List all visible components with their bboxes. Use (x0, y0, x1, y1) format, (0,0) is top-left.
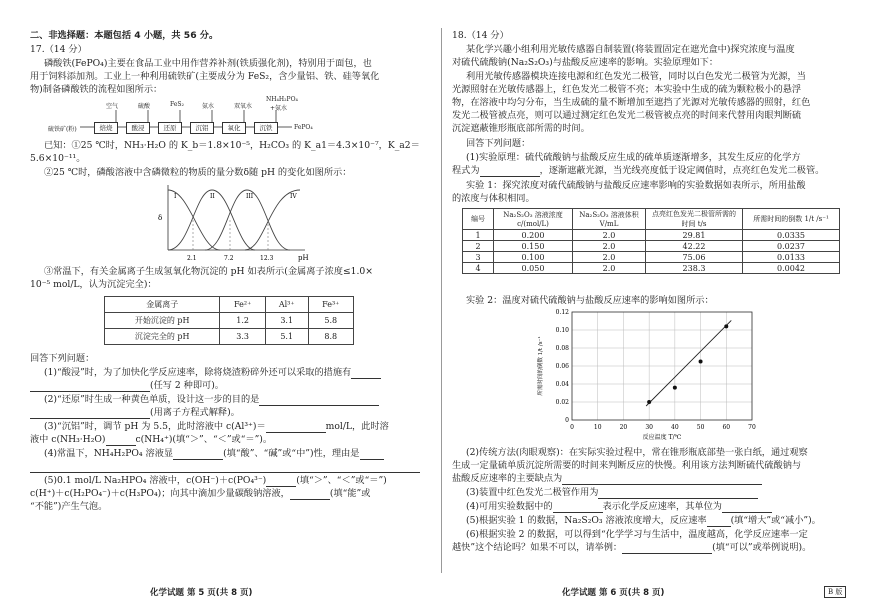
q17-sub5b (30, 488, 370, 500)
q18-sub4-text2: 表示化学反应速率，其单位为 (602, 501, 722, 512)
hydroxide-ph-table (104, 296, 354, 345)
answer-blank (30, 409, 150, 419)
q18-sub5 (466, 515, 821, 527)
known-3a: ③常温下，有关金属离子生成氢氧化物沉淀的 pH 如表所示(金属离子浓度≤1.0× (44, 266, 373, 277)
chart-data-point (699, 360, 703, 364)
known-1b: 5.6×10⁻¹¹。 (30, 153, 86, 164)
q17-sub3b-text2: c(NH₄⁺)(填“＞”、“＜”或“＝”)。 (135, 434, 273, 445)
q18-sub1a: (1)实验原理：硫代硫酸钠与盐酸反应生成的硫单质逐渐增多，其发生反应的化学方 (466, 152, 801, 163)
q17-sub4a (44, 448, 384, 460)
q17-sub4a-text2: (填“酸”、“碱”或“中”)性，理由是 (223, 448, 360, 459)
chart-data-point (673, 386, 677, 390)
flow-acid: 酸浸 (126, 122, 150, 134)
q18-sub2a: (2)传统方法(肉眼观察)：在实际实验过程中，常在锥形瓶底部垫一张白纸，通过观察 (466, 447, 808, 458)
table-row (463, 263, 840, 274)
graph-mark-1: I (174, 193, 177, 200)
q17-sub1a-text: (1)“酸浸”时，为了加快化学反应速率，除将烧渣粉碎外还可以采取的措施有 (44, 367, 352, 378)
phosphate-distribution-graph (150, 180, 310, 265)
q18-sub1b-text2: ，逐渐遮蔽光源，当光线亮度低于设定阈值时，点亮红色发光二极管。 (539, 165, 825, 176)
q18-principle-3: 物，在溶液中均匀分布，当生成硫的量不断增加至遮挡了光源对光敏传感器的照射，红色 (452, 97, 811, 108)
table-cell: 2.0 (573, 263, 646, 274)
table-cell: 2.0 (573, 241, 646, 252)
table-cell: 238.3 (646, 263, 743, 274)
q17-sub3a (44, 421, 389, 433)
chart-x-axis-label: 反应温度 T/℃ (642, 434, 682, 441)
answer-blank (290, 490, 330, 500)
table-cell: Fe²⁺ (220, 297, 265, 313)
flow-air: 空气 (106, 103, 119, 110)
answer-blank (106, 436, 136, 446)
chart-y-tick-label: 0.10 (555, 327, 569, 334)
table-cell: 0.200 (494, 230, 573, 241)
answer-blank (30, 463, 420, 473)
section-heading: 二、非选择题：本题包括 4 小题，共 56 分。 (30, 30, 219, 41)
table-cell: 75.06 (646, 252, 743, 263)
table-row (463, 252, 840, 263)
chart-x-tick-label: 50 (696, 424, 705, 431)
table-cell: 0.150 (494, 241, 573, 252)
q18-sub2c (452, 473, 762, 485)
q18-principle-4: 发光二极管被点亮，则可以通过测定红色发光二极管被点亮的时间来代替用肉眼判断硫 (452, 110, 802, 121)
flow-reduce: 还原 (158, 122, 182, 134)
q17-sub5b-text: c(H⁺)＋c(H₂PO₄⁻)＋c(H₃PO₄)；向其中滴加少量碳酸钠溶液， (30, 488, 290, 499)
table-cell: Na₂S₂O₃ 溶液体积 V/mL (573, 209, 646, 230)
table-cell: 29.81 (646, 230, 743, 241)
graph-mark-3: III (246, 193, 254, 200)
answer-heading: 回答下列问题： (466, 138, 531, 149)
graph-mark-4: IV (290, 193, 297, 200)
graph-tick-2: 7.2 (224, 255, 234, 262)
chart-x-tick-label: 10 (593, 424, 602, 431)
answer-blank (598, 489, 758, 499)
answer-blank (562, 475, 762, 485)
table-cell: 2.0 (573, 230, 646, 241)
temperature-rate-chart (532, 306, 762, 444)
table-row (463, 230, 840, 241)
q17-sub5b-text2: (填“能”或 (329, 488, 371, 499)
q17-sub5a-text: (5)0.1 mol/L Na₂HPO₄ 溶液中，c(OH⁻)＋c(PO₄³⁻) (44, 475, 267, 486)
chart-x-tick-label: 0 (570, 424, 574, 431)
q18-sub6a: (6)根据实验 2 的数据，可以得到“化学学习与生活中，温度越高，化学反应速率一定 (466, 529, 808, 540)
table-cell: 所需时间的倒数 1/t /s⁻¹ (743, 209, 840, 230)
known-1a: 已知：①25 ℃时，NH₃·H₂O 的 K_b＝1.8×10⁻⁵，H₂CO₃ 的 K_a1＝4.3×10⁻⁷，K_a2＝ (44, 140, 420, 151)
answer-blank (622, 544, 712, 554)
table-cell: 1.2 (220, 313, 265, 329)
flow-ammonia2: +氨水 (270, 105, 288, 112)
q17-sub5a-text2: (填“＞”、“＜”或“＝”) (296, 475, 387, 486)
table-cell: 沉淀完全的 pH (105, 329, 220, 345)
flow-roast: 焙烧 (94, 122, 118, 134)
q17-sub3a-text: (3)“沉铝”时，调节 pH 为 5.5，此时溶液中 c(Al³⁺)＝ (44, 421, 266, 432)
table-cell: 0.0133 (743, 252, 840, 263)
exp2-text: 实验 2：温度对硫代硫酸钠与盐酸反应速率的影响如图所示： (466, 295, 714, 306)
chart-x-tick-label: 70 (748, 424, 756, 431)
left-footer: 化学试题 第 5 页(共 8 页) (150, 588, 253, 598)
flow-ore: 硫铁矿(粉) (48, 126, 77, 133)
answer-blank (722, 503, 772, 513)
q17-sub2b (30, 407, 240, 419)
flow-product: FePO₄ (294, 124, 313, 131)
q17-sub4b (30, 461, 420, 473)
exp1-text-2: 的浓度与体积相同。 (452, 193, 535, 204)
table-row (463, 241, 840, 252)
answer-blank (351, 369, 381, 379)
answer-blank (266, 423, 326, 433)
chart-x-tick-label: 20 (619, 424, 628, 431)
q17-intro-3: 物)制备磷酸铁的流程如图所示： (30, 84, 163, 95)
flow-ppt2: 沉铁 (254, 122, 278, 134)
q18-sub2c-text: 盐酸反应速率的主要缺点为 (452, 473, 563, 484)
version-badge: B 版 (824, 586, 846, 598)
q17-sub1b-text: (任写 2 种即可)。 (150, 380, 224, 391)
q18-sub5-text2: (填“增大”或“减小”)。 (730, 515, 821, 526)
flow-nh4: NH₄H₂PO₄ (266, 96, 298, 103)
q17-sub4a-text: (4)常温下，NH₄H₂PO₄ 溶液显 (44, 448, 174, 459)
table-cell: 开始沉淀的 pH (105, 313, 220, 329)
left-page (30, 0, 430, 603)
table-cell: 2.0 (573, 252, 646, 263)
graph-xlabel: pH (298, 254, 309, 262)
chart-data-point (724, 324, 728, 328)
chart-y-tick-label: 0.08 (555, 345, 569, 352)
answer-blank (173, 450, 223, 460)
table-cell: 5.1 (265, 329, 308, 345)
q17-sub2a-text: (2)“还原”时生成一种黄色单质，设计这一步的目的是 (44, 394, 260, 405)
q18-intro-1: 某化学兴趣小组利用光敏传感器自制装置(将装置固定在遮光盒中)探究浓度与温度 (466, 44, 795, 55)
table-cell: 8.8 (308, 329, 353, 345)
graph-tick-1: 2.1 (187, 255, 197, 262)
q18-sub2b: 生成一定量硫单质沉淀所需要的时间来判断反应的快慢。利用该方法判断硫代硫酸钠与 (452, 460, 802, 471)
q18-sub1b (452, 165, 824, 177)
q18-sub6b-text2: (填“可以”或举例说明)。 (712, 542, 812, 553)
page-divider (441, 28, 442, 573)
answer-heading: 回答下列问题： (30, 353, 95, 364)
graph-tick-3: 12.3 (260, 255, 274, 262)
q18-sub1b-text: 程式为 (452, 165, 480, 176)
right-footer: 化学试题 第 6 页(共 8 页) (562, 588, 665, 598)
q17-sub2b-text: (用离子方程式解释)。 (150, 407, 240, 418)
flow-oxid: 氧化 (222, 122, 246, 134)
table-cell: Fe³⁺ (308, 297, 353, 313)
q17-sub2a (44, 394, 379, 406)
chart-trend-line (646, 320, 731, 406)
q17-sub3b-text: 液中 c(NH₃·H₂O) (30, 434, 106, 445)
table-cell: 3.3 (220, 329, 265, 345)
chart-y-tick-label: 0.12 (555, 309, 569, 316)
answer-blank (360, 450, 384, 460)
flow-precip: 沉铝 (190, 122, 214, 134)
q17-sub5c: “不能”)产生气泡。 (30, 501, 108, 512)
q17-sub5a (44, 475, 387, 487)
table-cell: 42.22 (646, 241, 743, 252)
q18-sub3 (466, 487, 758, 499)
q18-sub5-text: (5)根据实验 1 的数据，Na₂S₂O₃ 溶液浓度增大，反应速率 (466, 515, 707, 526)
table-cell: 点亮红色发光二极管所需的时间 t/s (646, 209, 743, 230)
q18-principle-5: 沉淀遮蔽锥形瓶底部所需的时间。 (452, 123, 590, 134)
known-3b: 10⁻⁵ mol/L，认为沉淀完全)： (30, 279, 157, 290)
table-cell: 4 (463, 263, 494, 274)
chart-x-tick-label: 60 (722, 424, 731, 431)
exp1-data-table (462, 208, 840, 274)
chart-y-tick-label: 0.04 (555, 381, 569, 388)
flow-arrows (80, 108, 300, 130)
graph-ylabel: δ (158, 214, 163, 222)
flow-h2o2: 双氧水 (234, 103, 253, 110)
q17-sub3a-text2: mol/L，此时溶 (325, 421, 389, 432)
answer-blank (30, 382, 150, 392)
table-cell: 3 (463, 252, 494, 263)
table-cell: Na₂S₂O₃ 溶液浓度 c/(mol/L) (494, 209, 573, 230)
flow-ammonia: 氨水 (202, 103, 215, 110)
table-header-row (463, 209, 840, 230)
answer-blank (259, 396, 379, 406)
known-2: ②25 ℃时，磷酸溶液中含磷微粒的物质的量分数δ随 pH 的变化如图所示： (44, 167, 352, 178)
exp1-text-1: 实验 1：探究浓度对硫代硫酸钠与盐酸反应速率影响的实验数据如表所示，所用盐酸 (466, 180, 806, 191)
answer-blank (480, 167, 540, 177)
table-cell: 0.0237 (743, 241, 840, 252)
q17-sub1a (44, 367, 381, 379)
flow-fes2: FeS₂ (170, 101, 184, 108)
table-cell: 编号 (463, 209, 494, 230)
table-cell: 0.100 (494, 252, 573, 263)
answer-blank (553, 503, 603, 513)
q17-intro-1: 磷酸铁(FePO₄)主要在食品工业中用作营养补剂(铁质强化剂)，特别用于面包，也 (44, 58, 372, 69)
chart-y-tick-label: 0.02 (555, 399, 569, 406)
right-page (452, 0, 847, 603)
table-cell: 金属离子 (105, 297, 220, 313)
answer-blank (266, 477, 296, 487)
table-row (105, 329, 354, 345)
table-cell: 5.8 (308, 313, 353, 329)
q18-sub6b-text: 越快”这个结论吗？如果不可以，请举例： (452, 542, 623, 553)
table-cell: 0.0335 (743, 230, 840, 241)
q18-sub6b (452, 542, 811, 554)
q18-sub4-text: (4)可用实验数据中的 (466, 501, 553, 512)
chart-y-axis-label: 所需时间的倒数 1/t /s⁻¹ (538, 336, 544, 396)
table-cell: 0.0042 (743, 263, 840, 274)
chart-y-tick-label: 0 (565, 417, 569, 424)
q17-intro-2: 用于饲料添加剂。工业上一种利用硫铁矿(主要成分为 FeS₂，含少量铝、铁、硅等氧化 (30, 71, 380, 82)
table-header-row (105, 297, 354, 313)
q18-title: 18.（14 分） (452, 30, 509, 41)
q18-principle-2: 光源照射在光敏传感器上，红色发光二极管不亮；本实验中生成的硫为颗粒极小的悬浮 (452, 84, 802, 95)
q18-intro-2: 对硫代硫酸钠(Na₂S₂O₃)与盐酸反应速率的影响。实验原理如下： (452, 57, 719, 68)
table-cell: 3.1 (265, 313, 308, 329)
q17-sub1b (30, 380, 224, 392)
table-row (105, 313, 354, 329)
flow-h2so4: 硫酸 (138, 103, 151, 110)
q18-principle-1: 利用光敏传感器模块连接电源和红色发光二极管，同时以白色发光二极管为光源，当 (466, 71, 806, 82)
chart-x-tick-label: 40 (671, 424, 679, 431)
chart-y-tick-label: 0.06 (555, 363, 569, 370)
answer-blank (707, 517, 731, 527)
table-cell: Al³⁺ (265, 297, 308, 313)
chart-x-tick-label: 30 (645, 424, 653, 431)
q18-sub4 (466, 501, 772, 513)
q17-title: 17.（14 分） (30, 44, 87, 55)
graph-mark-2: II (210, 193, 215, 200)
q17-sub3b (30, 434, 272, 446)
table-cell: 2 (463, 241, 494, 252)
chart-data-point (647, 400, 651, 404)
q18-sub3-text: (3)装置中红色发光二极管作用为 (466, 487, 599, 498)
table-cell: 1 (463, 230, 494, 241)
table-cell: 0.050 (494, 263, 573, 274)
